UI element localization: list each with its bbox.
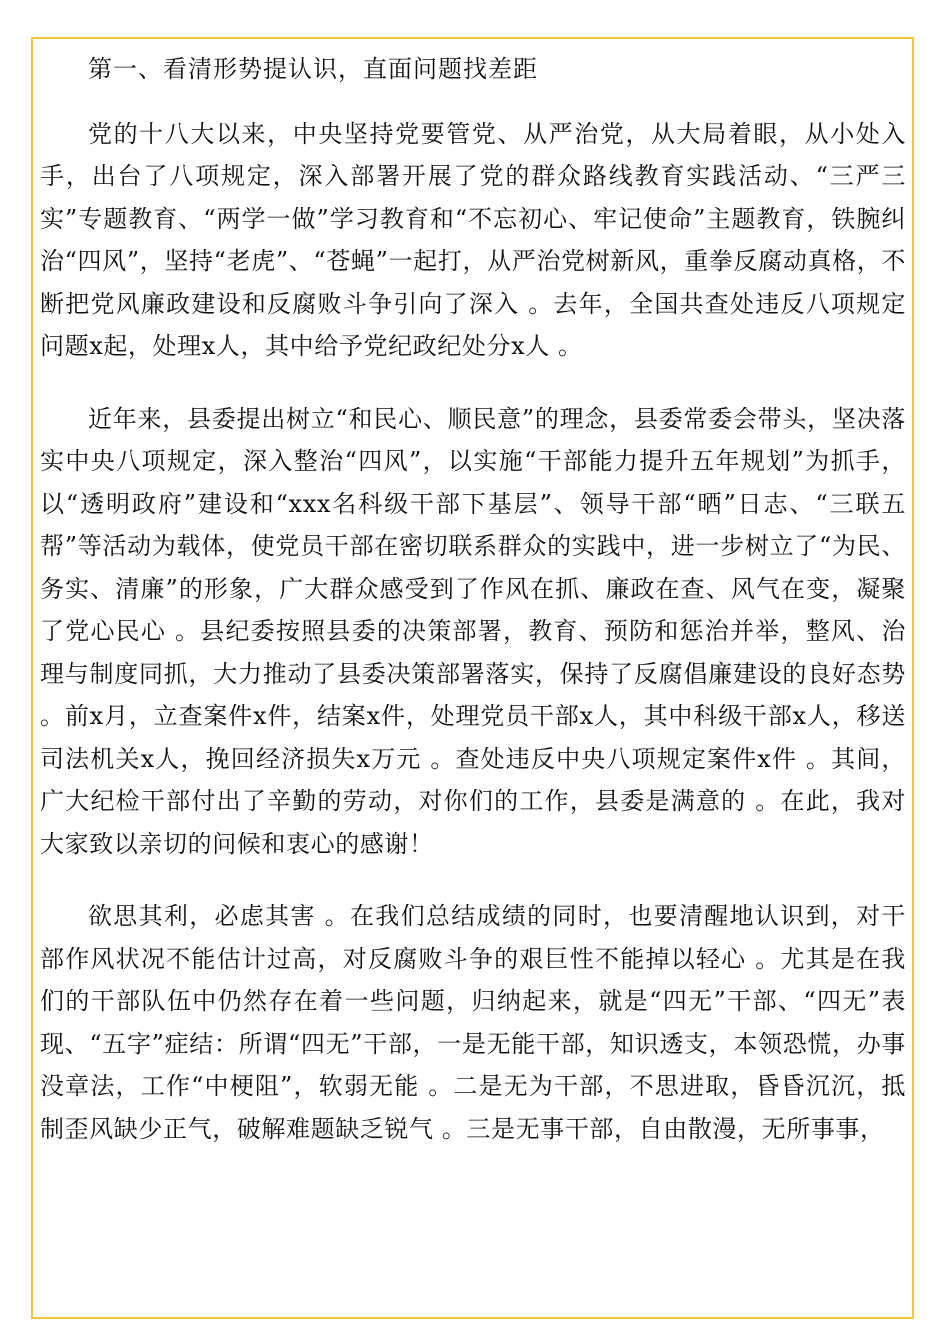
document-body bbox=[40, 48, 906, 1150]
paragraph-1: 党的十八大以来，中央坚持党要管党、从严治党，从大局着眼，从小处入手，出台了八项规定，深入部署开展了党的群众路线教育实践活动、“三严三实”专题教育、“两学一做”学习教育和“不忘初心、牢记使命”主题教育，铁腕纠治“四风”，坚持“老虎”、“苍蝇”一起打，从严治党树新风，重拳反腐动真格，不断把党风廉政建设和反腐败斗争引向了深入 。去年，全国共查处违反八项规定问题x起，处理x人，其中给予党纪政纪处分x人 。 bbox=[40, 119, 906, 360]
paragraph-2: 近年来，县委提出树立“和民心、顺民意”的理念，县委常委会带头，坚决落实中央八项规定，深入整治“四风”，以实施“干部能力提升五年规划”为抓手，以“透明政府”建设和“xxx名科级干部下基层”、领导干部“晒”日志、“三联五帮”等活动为载体，使党员干部在密切联系群众的实践中，进一步树立了“为民、务实、清廉”的形象，广大群众感受到了作风在抓、廉政在查、风气在变，凝聚了党心民心 。县纪委按照县委的决策部署，教育、预防和惩治并举，整风、治理与制度同抓，大力推动了县委决策部署落实，保持了反腐倡廉建设的良好态势 。前x月，立查案件x件，结案x件，处理党员干部x人，其中科级干部x人，移送司法机关x人，挽回经济损失x万元 。查处违反中央八项规定案件x件 。其间，广大纪检干部付出了辛勤的劳动，对你们的工作，县委是满意的 。在此，我对大家致以亲切的问候和衷心的感谢！ bbox=[40, 404, 906, 858]
section-heading: 第一、看清形势提认识，直面问题找差距 bbox=[88, 55, 538, 83]
paragraph-3: 欲思其利，必虑其害 。在我们总结成绩的同时，也要清醒地认识到，对干部作风状况不能估计过高，对反腐败斗争的艰巨性不能掉以轻心 。尤其是在我们的干部队伍中仍然存在着一些问题，归纳起来，就是“四无”干部、“四无”表现、“五字”症结：所谓“四无”干部，一是无能干部，知识透支，本领恐慌，办事没章法，工作“中梗阻”，软弱无能 。二是无为干部，不思进取，昏昏沉沉，抵制歪风缺少正气，破解难题缺乏锐气 。三是无事干部，自由散漫，无所事事， bbox=[40, 902, 906, 1143]
